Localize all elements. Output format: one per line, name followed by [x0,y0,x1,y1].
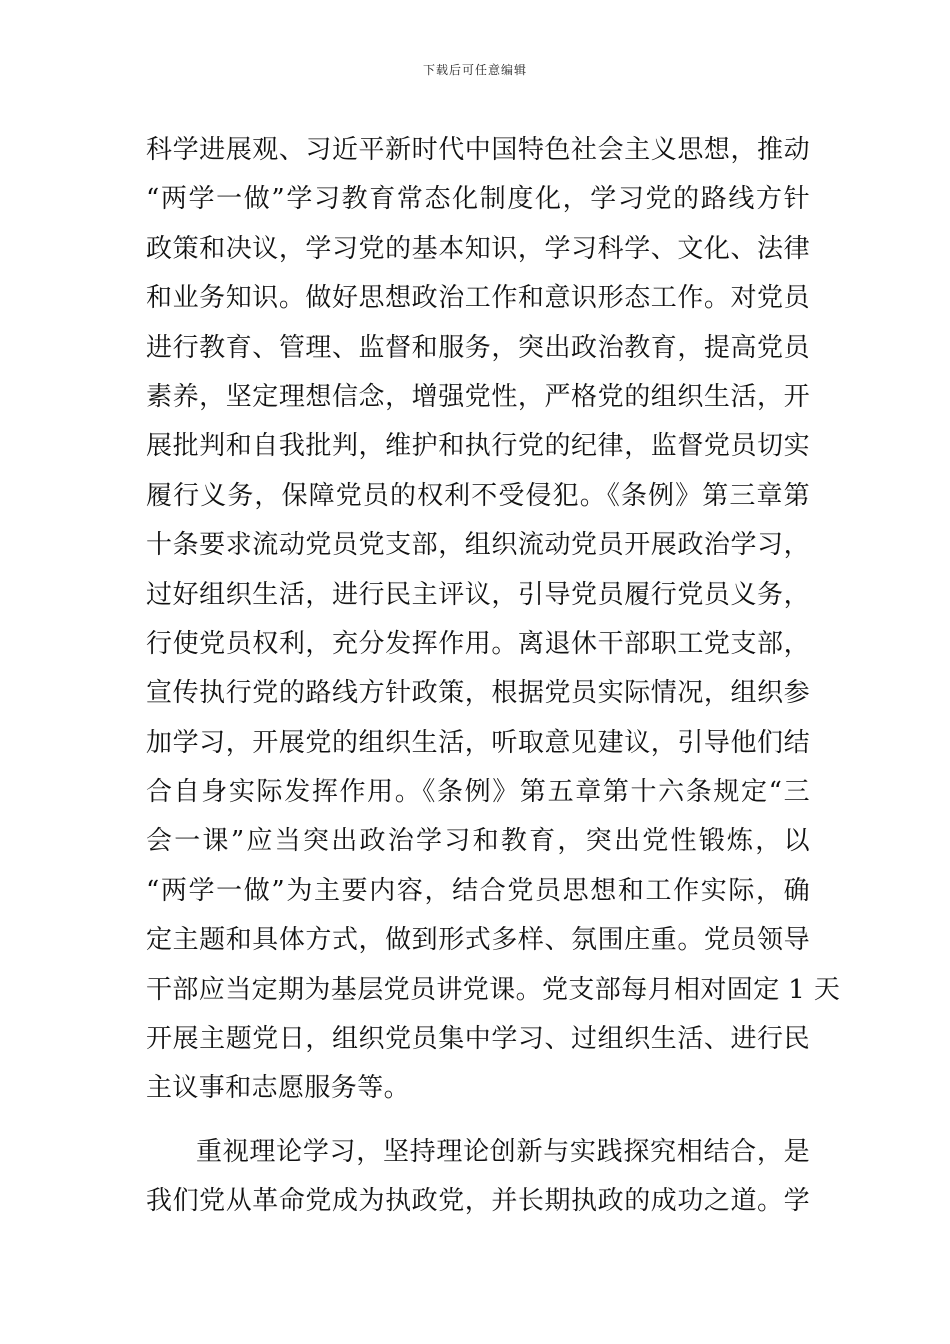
paragraph-1 [146,126,841,1114]
body-text [146,126,841,1227]
text-line: 进行教育、管理、监督和服务，突出政治教育，提高党员 [146,332,810,363]
text-line: 定主题和具体方式，做到形式多样、氛围庄重。党员领导 [146,925,810,956]
text-line: 加学习，开展党的组织生活，听取意见建议，引导他们结 [146,727,810,758]
text-line: 行使党员权利，充分发挥作用。离退休干部职工党支部， [146,628,810,659]
text-line: 会一课”应当突出政治学习和教育，突出党性锻炼，以 [146,826,810,857]
text-line: “两学一做”为主要内容，结合党员思想和工作实际，确 [146,875,810,906]
text-line: 和业务知识。做好思想政治工作和意识形态工作。对党员 [146,283,810,314]
text-line: 宣传执行党的路线方针政策，根据党员实际情况，组织参 [146,678,810,709]
text-line: 十条要求流动党员党支部，组织流动党员开展政治学习， [146,530,810,561]
text-line: 开展主题党日，组织党员集中学习、过组织生活、进行民 [146,1024,810,1055]
header-note: 下载后可任意编辑 [422,63,527,77]
text-line: 政策和决议，学习党的基本知识，学习科学、文化、法律 [146,233,810,264]
text-line: 重视理论学习，坚持理论创新与实践探究相结合，是 [196,1136,810,1167]
paragraph-gap [146,1114,810,1128]
text-line: 过好组织生活，进行民主评议，引导党员履行党员义务， [146,579,810,610]
text-line: 履行义务，保障党员的权利不受侵犯。《条例》第三章第 [146,480,810,511]
text-line: 主议事和志愿服务等。 [146,1073,411,1104]
text-line: 科学进展观、习近平新时代中国特色社会主义思想，推动 [146,135,810,165]
paragraph-2 [146,1128,810,1227]
text-line: 素养，坚定理想信念，增强党性，严格党的组织生活，开 [146,381,810,412]
text-line: “两学一做”学习教育常态化制度化，学习党的路线方针 [146,184,810,215]
text-line: 干部应当定期为基层党员讲党课。党支部每月相对固定 1 天 [146,974,841,1005]
text-line: 我们党从革命党成为执政党，并长期执政的成功之道。学 [146,1186,810,1217]
text-line: 合自身实际发挥作用。《条例》第五章第十六条规定“三 [146,777,810,808]
text-line: 展批判和自我批判，维护和执行党的纪律，监督党员切实 [146,431,810,462]
